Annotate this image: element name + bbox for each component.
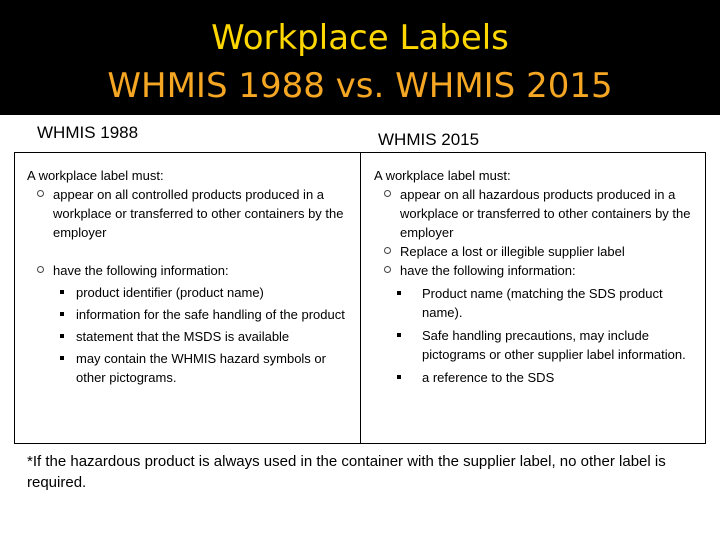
bullet-square-icon bbox=[397, 375, 401, 379]
footnote: *If the hazardous product is always used in the container with the supplier label, no other label is required. bbox=[27, 453, 666, 491]
right-bullet: Replace a lost or illegible supplier label bbox=[374, 242, 702, 261]
bullet-square-icon bbox=[397, 333, 401, 337]
slide-subtitle: WHMIS 1988 vs. WHMIS 2015 bbox=[107, 66, 613, 106]
right-sub-item: Safe handling precautions, may include pictograms or other supplier label information. bbox=[374, 326, 702, 364]
bullet-circle-icon bbox=[37, 266, 44, 273]
bullet-circle-icon bbox=[37, 190, 44, 197]
bullet-circle-icon bbox=[384, 190, 391, 197]
left-column bbox=[27, 166, 357, 387]
left-bullet: have the following information: bbox=[27, 261, 357, 280]
column-divider bbox=[360, 152, 361, 444]
right-column bbox=[374, 166, 702, 387]
slide-title: Workplace Labels bbox=[211, 18, 509, 58]
right-sub-item: a reference to the SDS bbox=[374, 368, 702, 387]
bullet-circle-icon bbox=[384, 266, 391, 273]
right-bullet: appear on all hazardous products produced in a workplace or transferred to other containers by the employer bbox=[374, 185, 702, 242]
left-sub-item: product identifier (product name) bbox=[27, 283, 357, 302]
bullet-square-icon bbox=[397, 291, 401, 295]
left-column-heading: WHMIS 1988 bbox=[37, 123, 139, 142]
right-sub-item: Product name (matching the SDS product name). bbox=[374, 284, 702, 322]
left-sub-item: information for the safe handling of the product bbox=[27, 305, 357, 324]
bullet-square-icon bbox=[60, 356, 64, 360]
right-intro: A workplace label must: bbox=[374, 168, 511, 183]
left-bullet: appear on all controlled products produced in a workplace or transferred to other containers by the employer bbox=[27, 185, 357, 242]
left-sub-item: statement that the MSDS is available bbox=[27, 327, 357, 346]
bullet-square-icon bbox=[60, 312, 64, 316]
bullet-square-icon bbox=[60, 290, 64, 294]
left-sub-item: may contain the WHMIS hazard symbols or other pictograms. bbox=[27, 349, 357, 387]
right-column-heading: WHMIS 2015 bbox=[378, 130, 480, 149]
right-bullet: have the following information: bbox=[374, 261, 702, 280]
bullet-circle-icon bbox=[384, 247, 391, 254]
left-intro: A workplace label must: bbox=[27, 168, 164, 183]
bullet-square-icon bbox=[60, 334, 64, 338]
